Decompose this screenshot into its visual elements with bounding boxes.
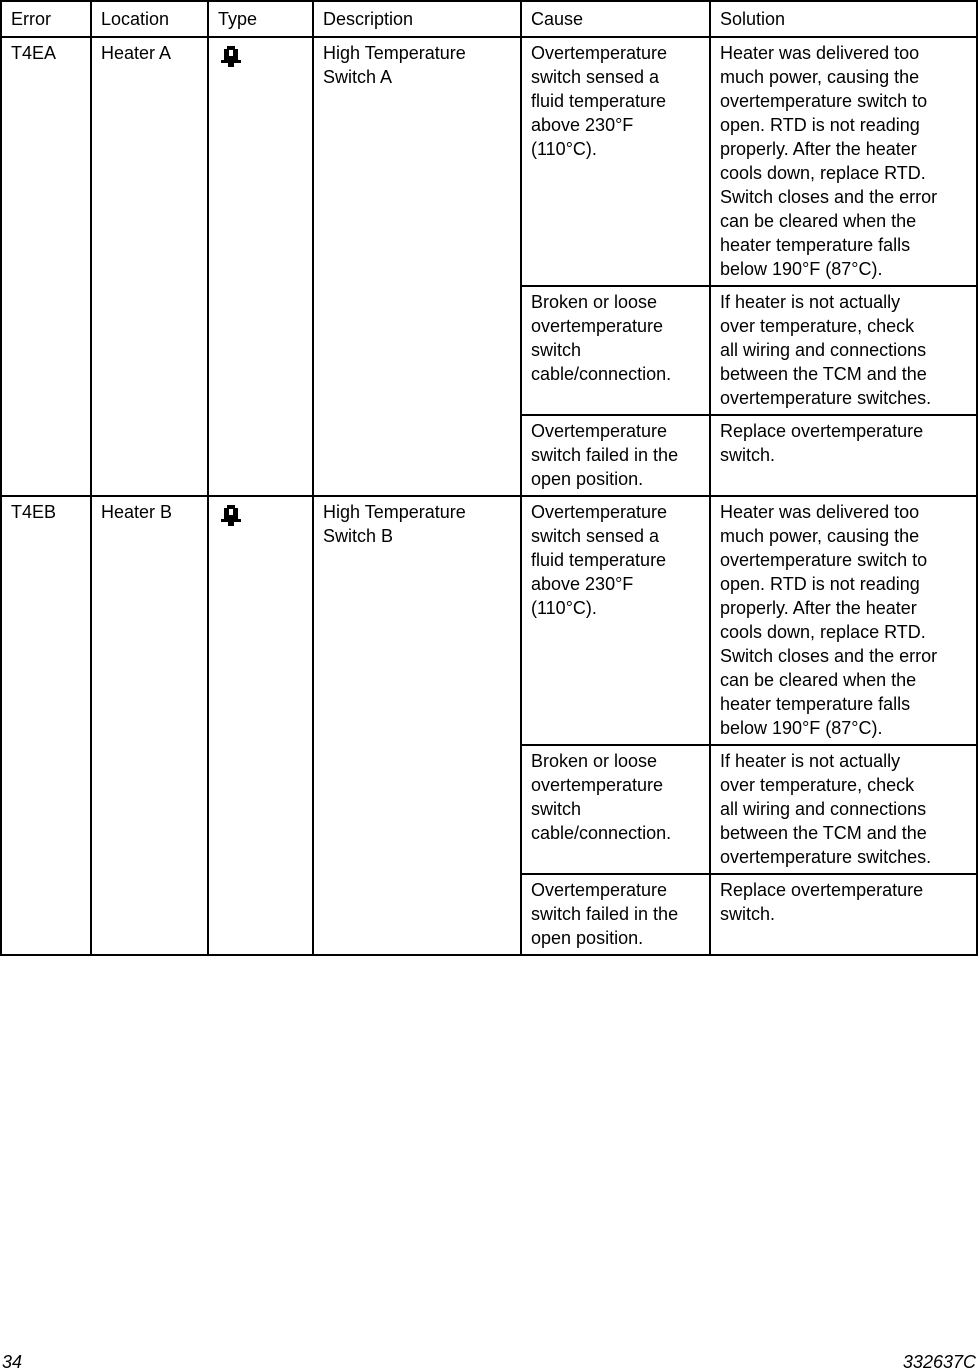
error-cause: Overtemperature switch failed in the open position.: [521, 874, 710, 955]
error-code: T4EB: [1, 496, 91, 955]
error-type: [208, 37, 313, 496]
table-row: [1, 37, 977, 286]
error-cause: Broken or loose overtemperature switch cable/connection.: [521, 286, 710, 415]
error-type: [208, 496, 313, 955]
header-location: Location: [91, 1, 208, 37]
header-row: [1, 1, 977, 37]
header-error: Error: [1, 1, 91, 37]
error-solution: If heater is not actually over temperature, check all wiring and connections between the TCM and the overtemperature switches.: [710, 286, 977, 415]
page-number: 34: [2, 1352, 23, 1372]
error-solution: If heater is not actually over temperature, check all wiring and connections between the TCM and the overtemperature switches.: [710, 745, 977, 874]
error-code: T4EA: [1, 37, 91, 496]
error-description: High Temperature Switch B: [313, 496, 521, 955]
error-location: Heater A: [91, 37, 208, 496]
document-number: 332637C: [902, 1352, 976, 1372]
error-solution: Heater was delivered too much power, causing the overtemperature switch to open. RTD is not reading properly. After the heater cools down, replace RTD. Switch closes and the error can be cleared when the heater temperature falls below 190°F (87°C).: [710, 496, 977, 745]
error-cause: Overtemperature switch sensed a fluid temperature above 230°F (110°C).: [521, 37, 710, 286]
error-solution: Replace overtemperature switch.: [710, 874, 977, 955]
table-row: [1, 496, 977, 745]
error-location: Heater B: [91, 496, 208, 955]
error-solution: Replace overtemperature switch.: [710, 415, 977, 496]
alarm-bell-icon: [218, 502, 244, 526]
alarm-bell-icon: [218, 43, 244, 67]
header-type: Type: [208, 1, 313, 37]
error-cause: Broken or loose overtemperature switch cable/connection.: [521, 745, 710, 874]
error-cause: Overtemperature switch sensed a fluid temperature above 230°F (110°C).: [521, 496, 710, 745]
error-description: High Temperature Switch A: [313, 37, 521, 496]
error-solution: Heater was delivered too much power, causing the overtemperature switch to open. RTD is not reading properly. After the heater cools down, replace RTD. Switch closes and the error can be cleared when the heater temperature falls below 190°F (87°C).: [710, 37, 977, 286]
header-cause: Cause: [521, 1, 710, 37]
header-description: Description: [313, 1, 521, 37]
error-cause: Overtemperature switch failed in the open position.: [521, 415, 710, 496]
header-solution: Solution: [710, 1, 977, 37]
